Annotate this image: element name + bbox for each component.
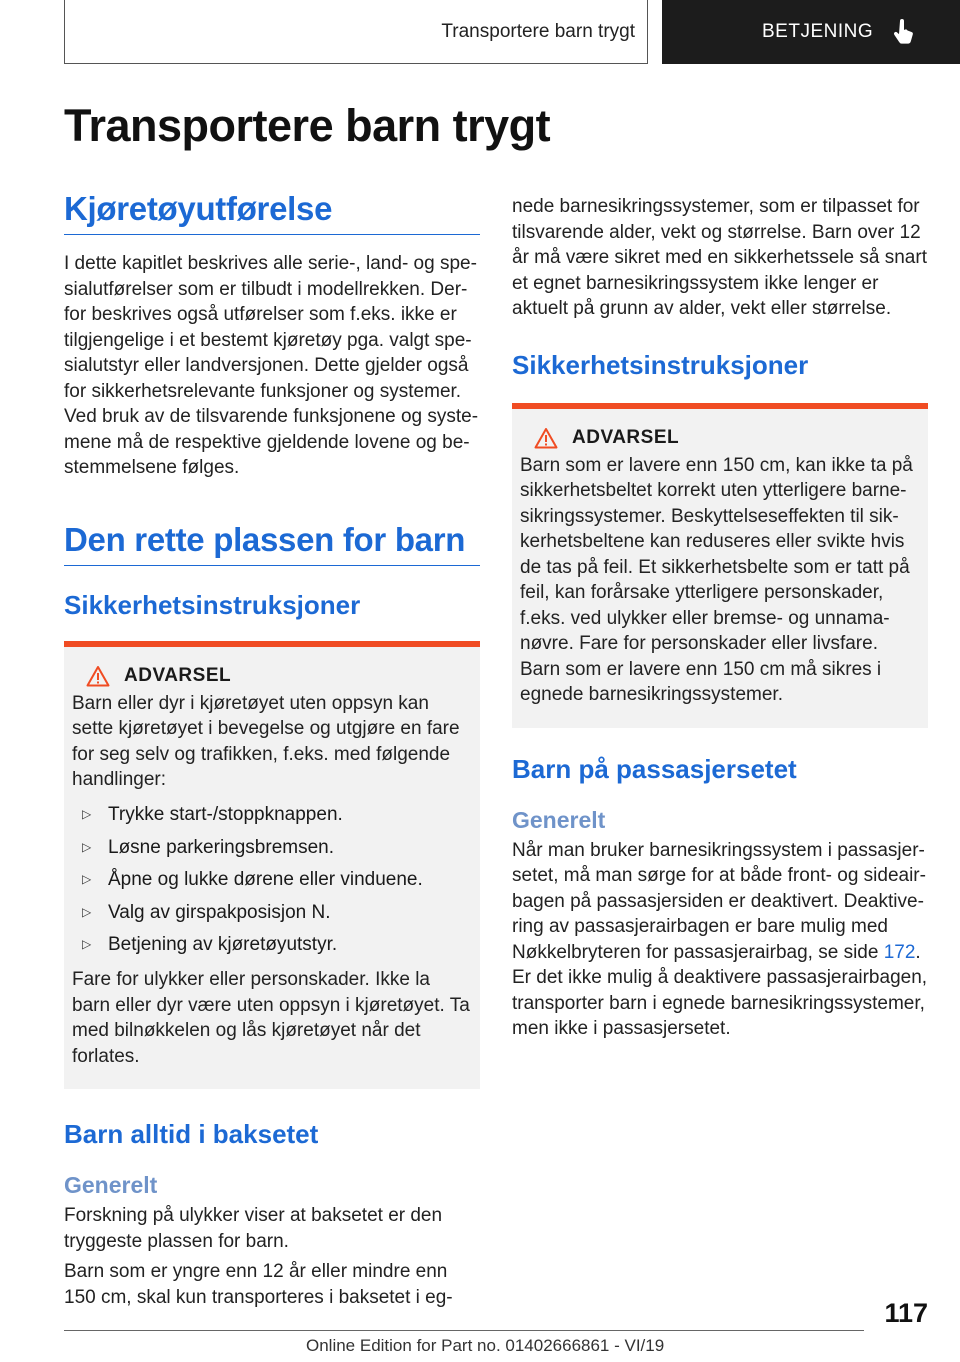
heading-sikkerhetsinstruksjoner: Sikkerhetsinstruksjoner (64, 589, 361, 620)
heading-sikkerhetsinstruksjoner: Sikkerhetsinstruksjoner (512, 349, 809, 380)
section-tab (662, 0, 960, 64)
touch-hand-icon (891, 19, 915, 45)
heading-barn-pa-passasjersetet: Barn på passasjersetet (512, 753, 797, 784)
warning-triangle-icon (86, 665, 110, 687)
warning-box (512, 403, 928, 728)
warning-header (520, 427, 920, 449)
warning-text: Barn som er lavere enn 150 cm, kan ikke ta på sikkerhetsbeltet korrekt uten ytterligere barne-sikringssystemer. Beskyttelseseffekten til sik-kerhetsbeltene kan reduseres eller svikte hvis de tas på feil. Et sikkerhetsbelte som er tatt på feil, kan forårsake ytterligere personskader, f.eks. ved ulykker eller bremse- og unnama-nøvre. Fare for personskader eller livsfare. Barn som er lavere enn 150 cm må sikres i egnede barnesikringssystemer. (520, 454, 913, 705)
footer-edition: Online Edition for Part no. 01402666861 - VI/19 (306, 1336, 665, 1355)
paragraph-airbag-text: Når man bruker barnesikringssystem i passasjer-setet, må man sørge for at både front- og sideair-bagen på passasjersiden er deaktivert. Deaktive-ring av passasjerairbagen er bare mulig med Nøkkelbryteren for passasjerairbag, se side (512, 839, 926, 963)
left-column (64, 190, 480, 1310)
list-item-text: Åpne og lukke dørene eller vinduene. (108, 869, 423, 890)
heading-den-rette-plassen: Den rette plassen for barn (64, 521, 480, 566)
list-item (72, 929, 472, 962)
paragraph-continued: nede barnesikringssystemer, som er tilpasset for tilsvarende alder, vekt og størrelse. Barn over 12 år må være sikret med en sikkerhetssele så snart et egnet barnesikringssystem ikke lenger er aktuelt på grunn av alder, vekt eller størrelse. (512, 196, 927, 319)
heading-generelt: Generelt (64, 1172, 158, 1198)
triangle-bullet-icon: ▷ (82, 904, 92, 919)
chapter-tab (64, 0, 648, 64)
section-tab-label: BETJENING (762, 21, 874, 42)
right-column (512, 194, 928, 1042)
paragraph-airbag-period: . (915, 941, 921, 963)
triangle-bullet-icon: ▷ (82, 807, 92, 821)
paragraph-airbag (512, 838, 928, 1042)
warning-outro: Fare for ulykker eller personskader. Ikke la barn eller dyr være uten oppsyn i kjøretøyet. Ta med bilnøkkelen og lås kjøretøyet når det forlates. (72, 969, 470, 1067)
triangle-bullet-icon: ▷ (82, 937, 92, 951)
paragraph-barn-yngre: Barn som er yngre enn 12 år eller mindre enn 150 cm, skal kun transporteres i baksetet i eg- (64, 1261, 453, 1308)
warning-intro: Barn eller dyr i kjøretøyet uten oppsyn kan sette kjøretøyet i bevegelse og utgjøre en fare for seg selv og trafikken, f.eks. med følgende handlinger: (72, 692, 460, 790)
paragraph-airbag-continued: Er det ikke mulig å deaktivere passasjerairbagen, transporter barn i egnede barnesikringssystemer, men ikke i passasjersetet. (512, 967, 928, 1039)
list-item (72, 799, 472, 832)
page-title: Transportere barn trygt (64, 100, 551, 151)
paragraph-forskning: Forskning på ulykker viser at baksetet er den tryggeste plassen for barn. (64, 1205, 443, 1252)
list-item-text: Trykke start-/stoppknappen. (108, 804, 343, 825)
warning-header (72, 665, 472, 687)
list-item-text: Løsne parkeringsbremsen. (108, 836, 334, 858)
chapter-tab-label: Transportere barn trygt (441, 20, 635, 42)
list-item (72, 831, 472, 864)
triangle-bullet-icon: ▷ (82, 872, 92, 886)
heading-generelt: Generelt (512, 806, 606, 833)
page-number: 117 (884, 1298, 928, 1328)
list-item (72, 896, 472, 929)
heading-barn-alltid-i-baksetet: Barn alltid i baksetet (64, 1119, 319, 1149)
triangle-bullet-icon: ▷ (82, 839, 92, 854)
footer-divider (64, 1330, 864, 1331)
warning-triangle-icon (534, 427, 558, 449)
page-link-172[interactable]: 172 (883, 941, 916, 963)
warning-label: ADVARSEL (124, 664, 232, 686)
paragraph-kjoretoyutforelse: I dette kapitlet beskrives alle serie-, land- og spe-sialutførelser som er tilbudt i modellrekken. Der-for beskrives også utførelser som f.eks. ikke er tilgjengelige i et bestemt kjøretøy pga. valgt spe-sialutstyr eller landversjonen. Dette gjelder også for sikkerhetsrelevante funksjoner og systemer. Ved bruk av de tilsvarende funksjonene og syste-mene må de respektive gjeldende lovene og be-stemmelsene følges. (64, 253, 479, 478)
heading-kjoretoyutforelse: Kjøretøyutførelse (64, 190, 480, 235)
warning-label: ADVARSEL (572, 426, 680, 448)
list-item-text: Betjening av kjøretøyutstyr. (108, 934, 338, 955)
warning-list (72, 799, 472, 962)
list-item-text: Valg av girspakposisjon N. (108, 901, 331, 923)
warning-box (64, 641, 480, 1090)
list-item (72, 864, 472, 897)
